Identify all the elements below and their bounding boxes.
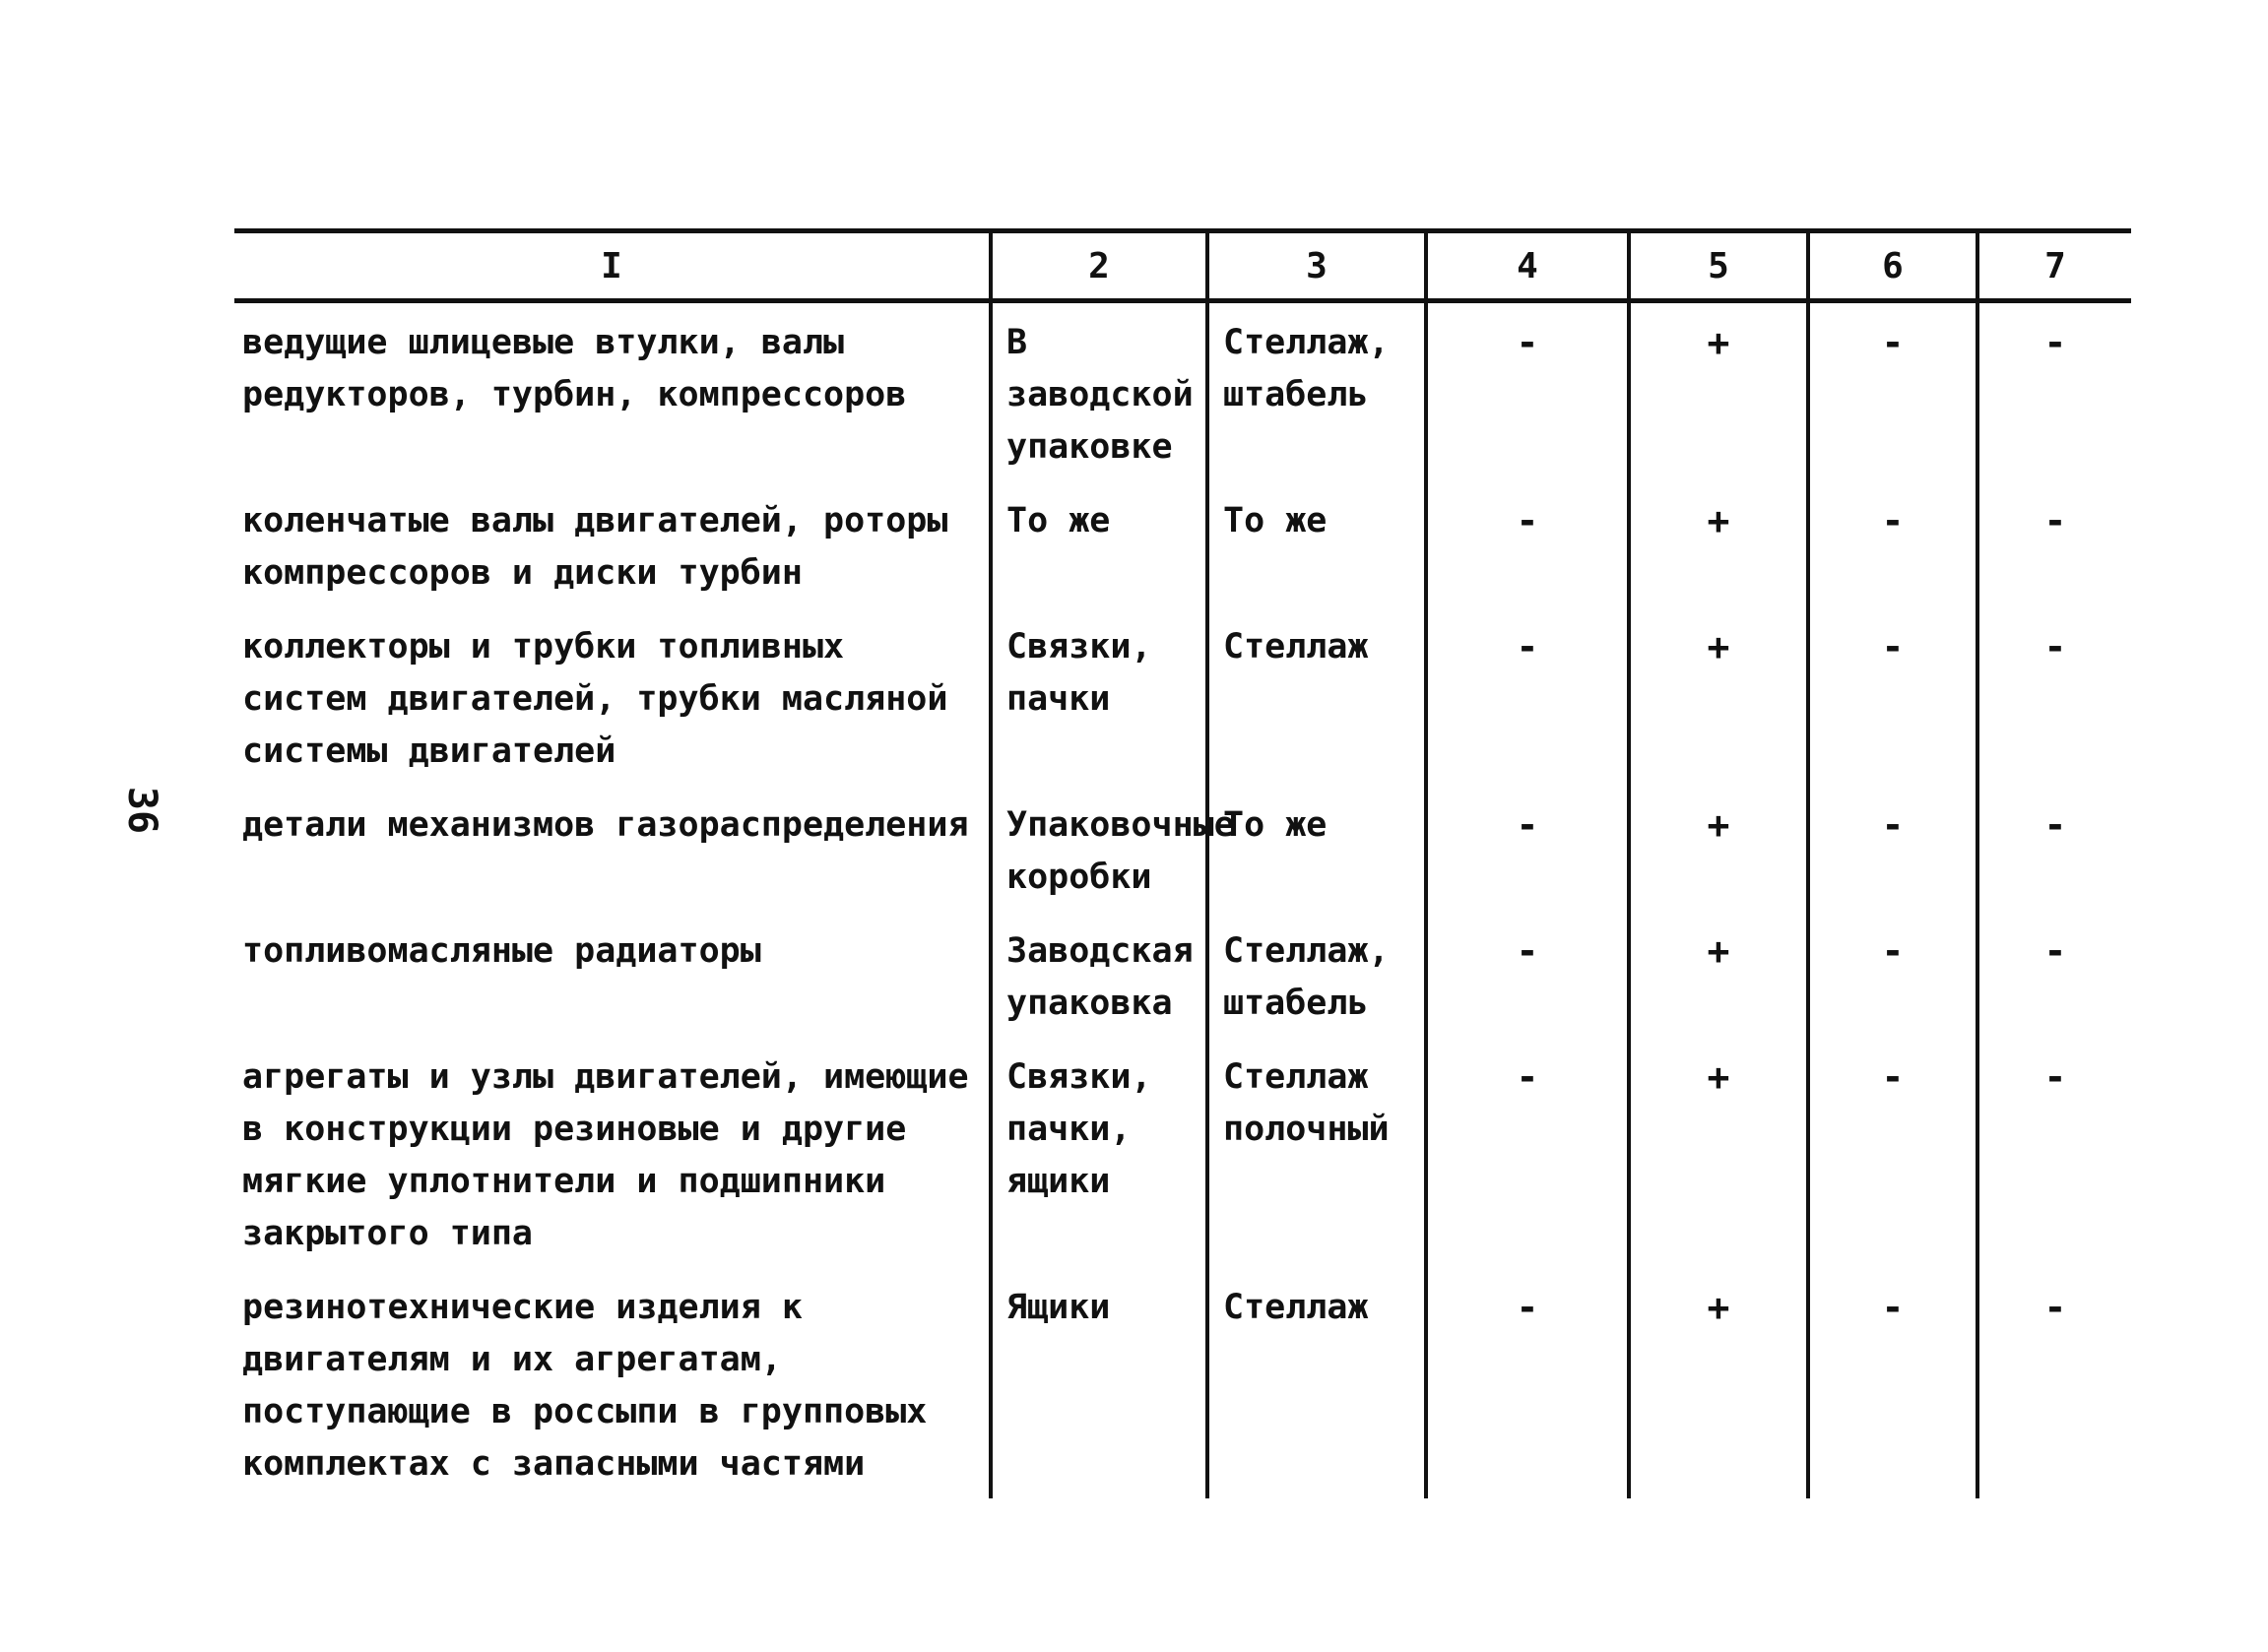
packaging-cell: Упаковочные коробки [991,786,1207,912]
mark-cell-7: - [1977,786,2131,912]
packaging-cell: Ящики [991,1268,1207,1498]
column-header-6: 6 [1808,231,1977,301]
mark-cell-4: - [1426,786,1629,912]
mark-cell-5: + [1629,301,1808,482]
mark-cell-4: - [1426,607,1629,786]
column-header-2: 2 [991,231,1207,301]
mark-cell-5: + [1629,1268,1808,1498]
storage-method-cell: Стеллаж [1207,607,1426,786]
mark-cell-6: - [1808,786,1977,912]
item-description: резинотехнические изделия к двигателям и их агрегатам, поступающие в россыпи в групповых комплектах с запасными частями [242,1288,928,1484]
table-row [234,1268,2131,1498]
item-description: коленчатые валы двигателей, роторы компрессоров и диски турбин [242,501,948,593]
mark-cell-4: - [1426,912,1629,1038]
packaging-cell: Связки, пачки, ящики [991,1038,1207,1268]
mark-cell-7: - [1977,481,2131,607]
mark-cell-7: - [1977,1038,2131,1268]
mark-cell-4: - [1426,301,1629,482]
mark-cell-7: - [1977,912,2131,1038]
table-header-row [234,231,2131,301]
mark-cell-6: - [1808,607,1977,786]
item-description: детали механизмов газораспределения [242,805,969,845]
column-header-1: I [601,245,622,286]
storage-table-container [234,228,2131,1498]
mark-cell-5: + [1629,607,1808,786]
mark-cell-7: - [1977,607,2131,786]
mark-cell-6: - [1808,1038,1977,1268]
packaging-cell: Связки, пачки [991,607,1207,786]
packaging-cell: В заводской упаковке [991,301,1207,482]
mark-cell-6: - [1808,301,1977,482]
storage-method-cell: Стеллаж полочный [1207,1038,1426,1268]
storage-method-cell: Стеллаж, штабель [1207,912,1426,1038]
page-number: 36 [119,786,165,835]
mark-cell-7: - [1977,301,2131,482]
mark-cell-6: - [1808,1268,1977,1498]
item-description: коллекторы и трубки топливных систем двигателей, трубки масляной системы двигателей [242,627,948,771]
mark-cell-5: + [1629,912,1808,1038]
column-header-7: 7 [1977,231,2131,301]
storage-table [234,228,2131,1498]
packaging-cell: То же [991,481,1207,607]
column-header-3: 3 [1207,231,1426,301]
column-header-5: 5 [1629,231,1808,301]
mark-cell-6: - [1808,481,1977,607]
column-header-4: 4 [1426,231,1629,301]
mark-cell-5: + [1629,1038,1808,1268]
item-description: ведущие шлицевые втулки, валы редукторов, турбин, компрессоров [242,323,907,414]
table-row [234,607,2131,786]
table-row [234,301,2131,482]
item-description: топливомасляные радиаторы [242,931,761,971]
table-row [234,481,2131,607]
storage-method-cell: Стеллаж [1207,1268,1426,1498]
item-description: агрегаты и узлы двигателей, имеющие в конструкции резиновые и другие мягкие уплотнители и подшипники закрытого типа [242,1057,969,1253]
table-row [234,786,2131,912]
packaging-cell: Заводская упаковка [991,912,1207,1038]
mark-cell-4: - [1426,481,1629,607]
storage-method-cell: То же [1207,481,1426,607]
table-row [234,912,2131,1038]
storage-method-cell: Стеллаж, штабель [1207,301,1426,482]
mark-cell-4: - [1426,1268,1629,1498]
mark-cell-4: - [1426,1038,1629,1268]
mark-cell-7: - [1977,1268,2131,1498]
mark-cell-6: - [1808,912,1977,1038]
table-row [234,1038,2131,1268]
mark-cell-5: + [1629,786,1808,912]
mark-cell-5: + [1629,481,1808,607]
storage-method-cell: То же [1207,786,1426,912]
